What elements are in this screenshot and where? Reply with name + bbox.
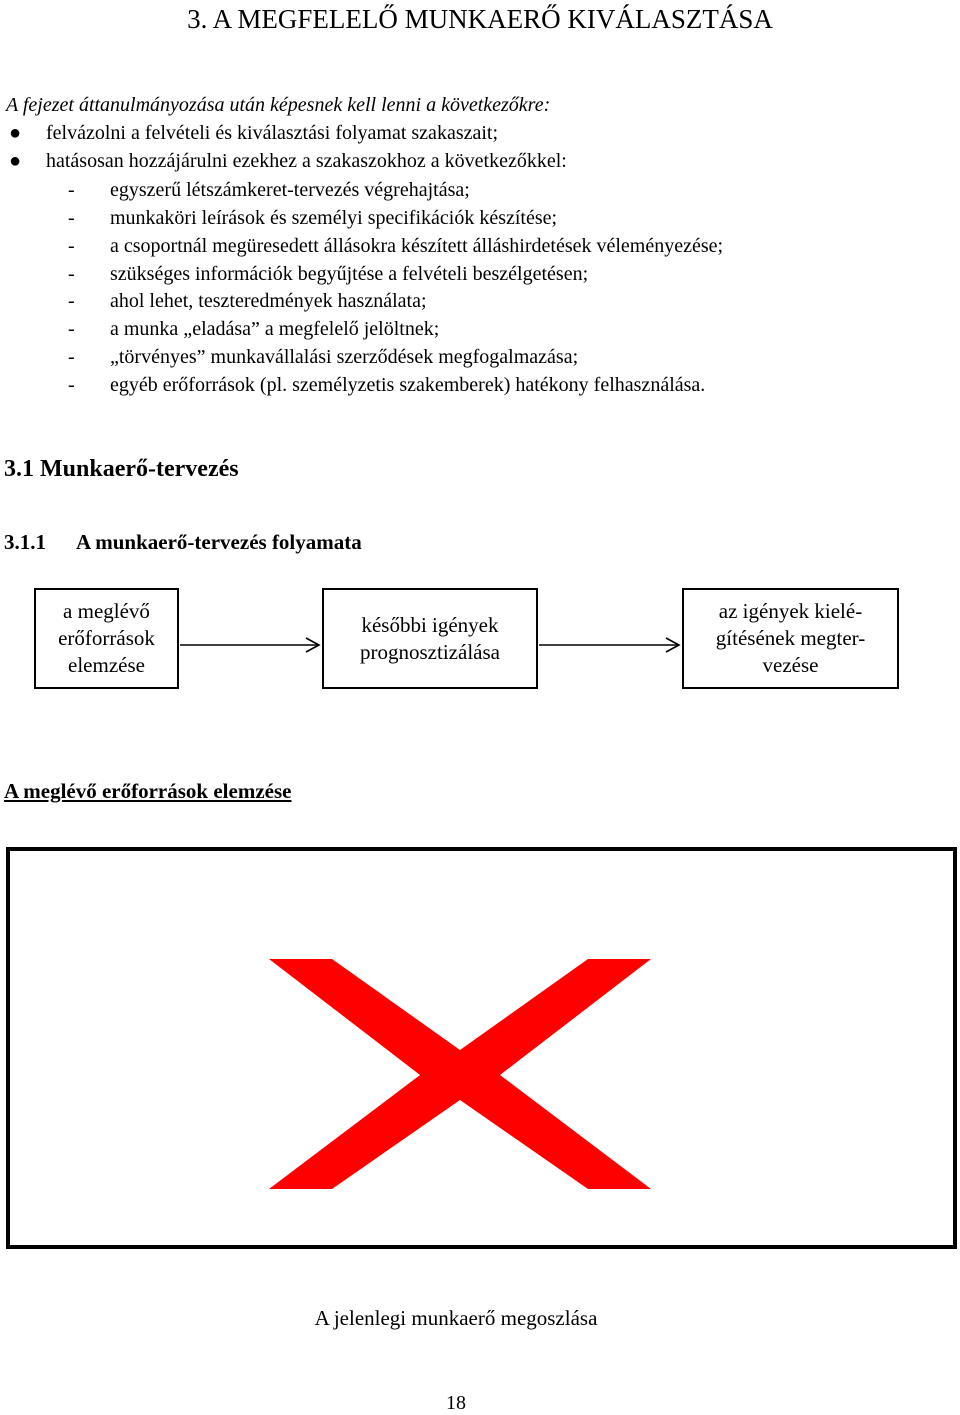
- figure-placeholder: [6, 847, 957, 1249]
- flow-box-forecast: későbbi igények prognosztizálása: [322, 588, 538, 689]
- flow-arrow-2: [539, 638, 679, 652]
- analysis-heading: A meglévő erőforrások elemzése: [4, 779, 292, 803]
- broken-image-x-icon: [10, 851, 953, 1245]
- bullet-icon: ●: [9, 122, 22, 144]
- chapter-intro: A fejezet áttanulmányozása után képesnek kell lenni a következőkre:: [6, 94, 551, 116]
- page-number: 18: [446, 1392, 466, 1414]
- subsection-title: A munkaerő-tervezés folyamata: [76, 530, 362, 554]
- page-title: 3. A MEGFELELŐ MUNKAERŐ KIVÁLASZTÁSA: [187, 4, 773, 34]
- flow-box-planning: az igények kielé- gítésének megter- vezése: [682, 588, 899, 689]
- bullet-icon: ●: [9, 150, 22, 172]
- flow-arrow-1: [180, 638, 319, 652]
- section-heading: 3.1 Munkaerő-tervezés: [4, 456, 239, 482]
- flow-box-analysis: a meglévő erőforrások elemzése: [34, 588, 179, 689]
- figure-caption: A jelenlegi munkaerő megoszlása: [314, 1306, 598, 1330]
- subsection-number: 3.1.1: [4, 530, 46, 554]
